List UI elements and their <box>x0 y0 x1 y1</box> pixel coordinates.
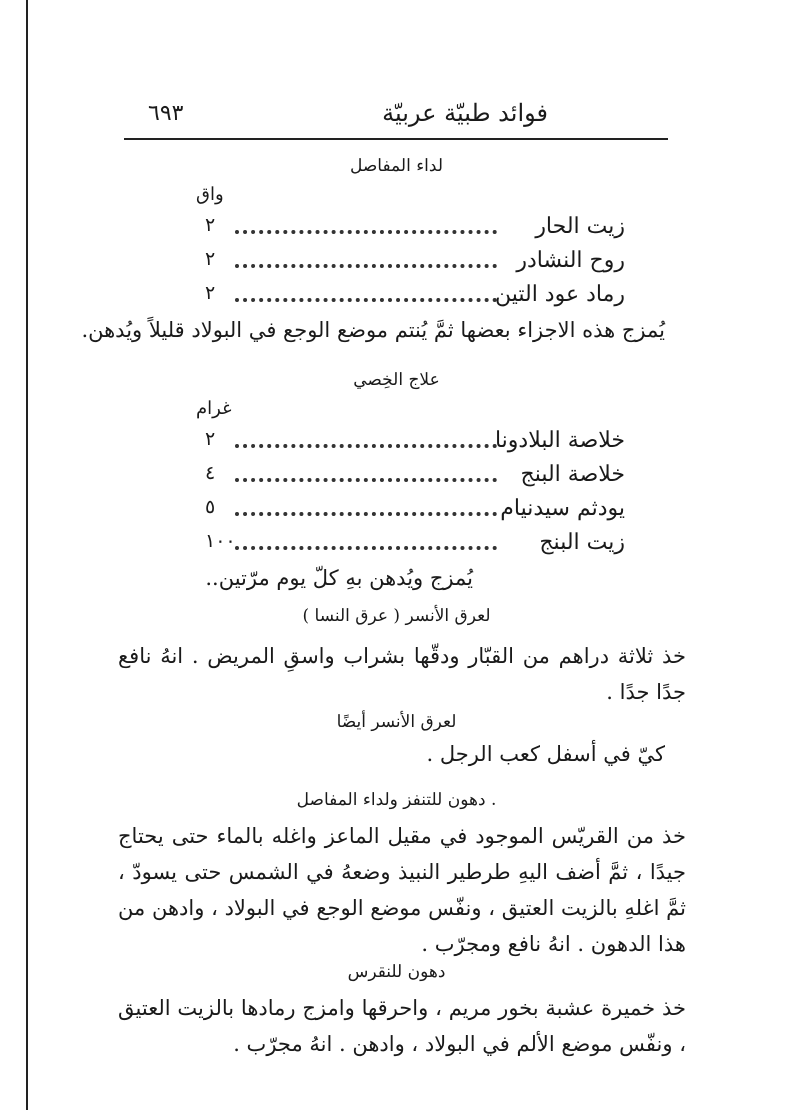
page-number: ٦٩٣ <box>148 101 184 126</box>
leader-dots <box>235 512 497 516</box>
section-heading: لعرق الأنسر أيضًا <box>336 712 457 732</box>
ingredient-row <box>195 214 625 248</box>
leader-dots <box>235 444 497 448</box>
section-heading: دهون للنقرس <box>347 962 446 982</box>
unit-label: غرام <box>196 398 232 419</box>
ingredient-row <box>195 428 625 462</box>
remedy-paragraph: خذ خميرة عشبة بخور مريم ، واحرقها وامزج رمادها بالزيت العتيق ، ونفّس موضع الألم في البولاد ، وادهن . انهُ مجرّب . <box>118 996 686 1056</box>
leader-dots <box>235 264 497 268</box>
ingredient-name: روح النشادر <box>516 248 625 273</box>
remedy-paragraph: كيّ في أسفل كعب الرجل . <box>426 742 665 766</box>
leader-dots <box>235 230 497 234</box>
ingredient-qty: ٢ <box>205 282 216 304</box>
ingredient-row <box>195 248 625 282</box>
header-rule <box>124 138 668 140</box>
ingredient-qty: ٤ <box>205 462 216 484</box>
ingredient-row <box>195 462 625 496</box>
instruction-text: يُمزج هذه الاجزاء بعضها ثمَّ يُنتم موضع الوجع في البولاد قليلاً ويُدهن. <box>81 318 665 342</box>
section-heading: . دهون للتنفز ولداء المفاصل <box>296 790 497 810</box>
ingredient-row <box>195 530 625 564</box>
section-heading: علاج الخِصي <box>353 370 440 390</box>
unit-label: واق <box>196 184 224 205</box>
ingredient-name: زيت البنج <box>539 530 625 555</box>
ingredient-qty: ٢ <box>205 248 216 270</box>
leader-dots <box>235 478 497 482</box>
ingredient-name: رماد عود التين <box>494 282 625 307</box>
ingredient-qty: ٢ <box>205 214 216 236</box>
ingredient-qty: ٥ <box>205 496 216 518</box>
page-header <box>128 95 668 135</box>
section-heading: لداء المفاصل <box>349 156 444 176</box>
ingredient-name: خلاصة البنج <box>520 462 625 487</box>
remedy-paragraph: خذ من القريّس الموجود في مقيل الماعز واغله بالماء حتى يحتاج جيدًا ، ثمَّ أضف اليهِ طرطير النبيذ وضعهُ في الشمس حتى يسودّ ، ثمَّ اغلهِ بالزيت العتيق ، ونفّس موضع الوجع في البولاد ، وادهن من هذا الدهون . انهُ نافع ومجرّب . <box>118 824 686 956</box>
ingredient-name: يودثم سيدنيام <box>500 496 625 521</box>
section-heading: لعرق الأنسر ( عرق النسا ) <box>302 606 491 626</box>
remedy-paragraph: خذ ثلاثة دراهم من القبّار ودقّها بشراب واسقِ المريض . انهُ نافع جدًا جدًا . <box>118 644 686 704</box>
ingredient-name: خلاصة البلادونا <box>494 428 625 453</box>
leader-dots <box>235 298 497 302</box>
ingredient-qty: ٢ <box>205 428 216 450</box>
leader-dots <box>235 546 497 550</box>
ingredient-row <box>195 496 625 530</box>
instruction-text: يُمزج ويُدهن بهِ كلّ يوم مرّتين.. <box>205 566 473 590</box>
ingredient-name: زيت الحار <box>535 214 625 239</box>
ingredient-row <box>195 282 625 316</box>
running-title: فوائد طبيّة عربيّة <box>382 99 548 127</box>
ingredient-qty: ١٠٠ <box>205 530 236 552</box>
